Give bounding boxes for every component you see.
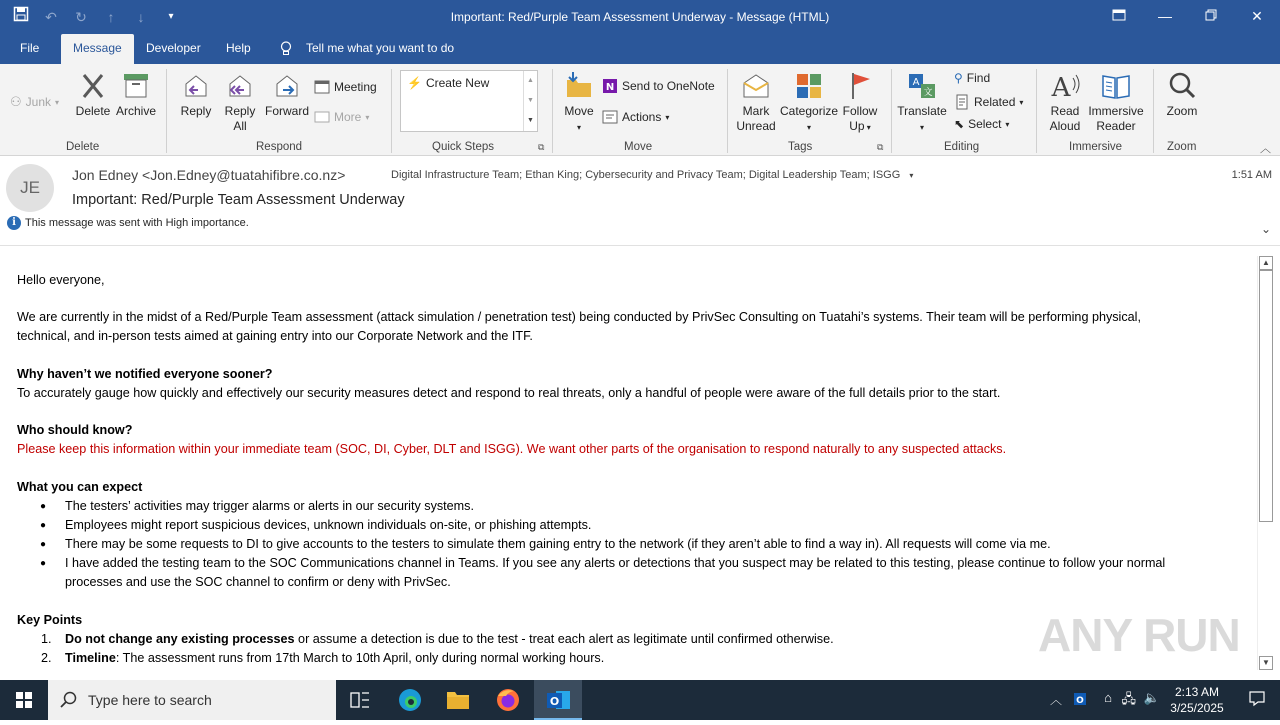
group-divider bbox=[727, 69, 728, 153]
svg-text:A: A bbox=[912, 77, 920, 88]
quick-steps-scroll[interactable] bbox=[523, 71, 537, 131]
tab-message[interactable]: Message bbox=[61, 34, 134, 64]
list-number: 2. bbox=[41, 651, 52, 665]
move-button[interactable]: Move ▾ bbox=[560, 70, 598, 135]
bullet-dot: ● bbox=[40, 558, 47, 569]
reply-button[interactable]: Reply bbox=[177, 70, 215, 119]
reply-icon bbox=[180, 70, 212, 102]
previous-item-icon[interactable]: ↑ bbox=[107, 9, 115, 25]
windows-logo-icon bbox=[0, 680, 48, 720]
scroll-up-arrow-icon[interactable]: ▲ bbox=[1259, 256, 1273, 270]
ribbon bbox=[0, 64, 1280, 156]
translate-button[interactable]: A 文 Translate ▾ bbox=[896, 70, 948, 135]
svg-text:A: A bbox=[1051, 73, 1071, 102]
move-folder-icon bbox=[563, 70, 595, 102]
tab-file[interactable]: File bbox=[20, 41, 40, 55]
group-divider bbox=[166, 69, 167, 153]
recipients-list: Digital Infrastructure Team; Ethan King; Cybersecurity and Privacy Team; Digital Leadership Team; ISGG bbox=[391, 169, 901, 181]
expand-gallery-icon[interactable]: ▼ bbox=[527, 117, 534, 124]
meeting-icon bbox=[314, 79, 330, 95]
group-label-delete: Delete bbox=[66, 141, 100, 153]
watermark: ANY RUN bbox=[1038, 609, 1240, 661]
mark-unread-icon bbox=[740, 70, 772, 102]
recipients-expand-icon[interactable]: ▾ bbox=[909, 171, 914, 180]
group-label-immersive: Immersive bbox=[1069, 141, 1123, 153]
tell-me-search[interactable]: Tell me what you want to do bbox=[306, 41, 455, 55]
reply-all-button[interactable]: Reply All bbox=[220, 70, 260, 134]
title-bar bbox=[0, 0, 1280, 34]
ribbon-display-options-icon[interactable] bbox=[1096, 0, 1142, 34]
forward-icon bbox=[271, 70, 303, 102]
archive-button[interactable]: Archive bbox=[114, 70, 158, 119]
group-label-respond: Respond bbox=[256, 141, 303, 153]
immersive-reader-icon bbox=[1100, 70, 1132, 102]
edge-app[interactable] bbox=[386, 680, 434, 720]
list-item-continuation: processes and use the SOC channel to confirm or deny with PrivSec. bbox=[65, 575, 451, 589]
importance-infobar bbox=[7, 216, 249, 230]
group-divider bbox=[552, 69, 553, 153]
quick-steps-launcher-icon[interactable]: ⧉ bbox=[538, 142, 545, 152]
edge-icon bbox=[386, 680, 434, 720]
translate-icon bbox=[906, 70, 938, 102]
archive-icon bbox=[120, 70, 152, 102]
list-item: I have added the testing team to the SOC Communications channel in Teams. If you see any alerts or detections that you suspect may be related to this testing, please continue to follow your normal bbox=[65, 556, 1166, 570]
actions-icon bbox=[602, 109, 618, 125]
svg-text:O: O bbox=[549, 695, 560, 708]
info-icon: i bbox=[7, 216, 21, 230]
select-button[interactable]: ⬉ Select ▾ bbox=[954, 117, 1010, 131]
scroll-down-icon[interactable]: ▼ bbox=[527, 97, 534, 104]
search-icon bbox=[60, 691, 78, 709]
read-aloud-button[interactable]: A Read Aloud bbox=[1044, 70, 1086, 134]
svg-text:文: 文 bbox=[923, 88, 933, 98]
quick-steps-gallery[interactable] bbox=[400, 70, 538, 132]
follow-up-button[interactable]: Follow Up ▾ bbox=[840, 70, 880, 135]
tab-help[interactable]: Help bbox=[226, 41, 251, 55]
heading-key-points: Key Points bbox=[17, 613, 83, 627]
paragraph-who-should-know: Please keep this information within your immediate team (SOC, DI, Cyber, DLT and ISGG). We want other parts of the organisation to respond naturally to any suspected attacks. bbox=[17, 442, 1007, 456]
taskbar-search[interactable] bbox=[48, 680, 336, 720]
folder-icon bbox=[434, 680, 482, 720]
menu-bar bbox=[0, 34, 1280, 64]
group-label-move: Move bbox=[624, 141, 653, 153]
group-divider bbox=[1036, 69, 1037, 153]
onenote-icon bbox=[602, 78, 618, 94]
taskbar bbox=[0, 680, 1280, 720]
svg-text:O: O bbox=[1076, 696, 1084, 706]
bullet-dot: ● bbox=[40, 539, 47, 550]
firefox-app[interactable] bbox=[484, 680, 532, 720]
notifications-icon[interactable] bbox=[1248, 689, 1266, 710]
tags-launcher-icon[interactable]: ⧉ bbox=[877, 142, 884, 152]
clock[interactable] bbox=[1162, 684, 1232, 716]
group-divider bbox=[891, 69, 892, 153]
heading-who-should-know: Who should know? bbox=[17, 423, 133, 437]
junk-button[interactable]: ⚇ Junk ▾ bbox=[10, 94, 60, 109]
zoom-button[interactable]: Zoom bbox=[1162, 70, 1202, 119]
key-point-2: Timeline: The assessment runs from 17th March to 10th April, only during normal working hours. bbox=[65, 651, 605, 665]
tab-developer[interactable]: Developer bbox=[146, 41, 201, 55]
forward-button[interactable]: Forward bbox=[264, 70, 310, 119]
outlook-icon bbox=[534, 680, 582, 720]
avatar[interactable]: JE bbox=[6, 164, 54, 212]
group-label-quick-steps: Quick Steps bbox=[432, 141, 494, 153]
message-header bbox=[0, 156, 1280, 246]
read-aloud-icon bbox=[1049, 70, 1081, 102]
actions-button[interactable]: Actions ▾ bbox=[602, 109, 669, 125]
list-number: 1. bbox=[41, 632, 52, 646]
group-divider bbox=[391, 69, 392, 153]
categorize-icon bbox=[793, 70, 825, 102]
customize-qat-icon[interactable]: ▾ bbox=[168, 11, 174, 22]
outlook-tray-icon[interactable] bbox=[1072, 691, 1088, 710]
delete-button[interactable]: Delete bbox=[74, 70, 112, 119]
paragraph-notified: To accurately gauge how quickly and effectively our security measures detect and respond to real threats, only a handful of people were aware of the full details prior to the start. bbox=[17, 386, 1001, 400]
mark-unread-button[interactable]: Mark Unread bbox=[734, 70, 778, 134]
clock-date: 3/25/2025 bbox=[1170, 701, 1224, 715]
task-view-icon bbox=[336, 680, 384, 720]
greeting: Hello everyone, bbox=[17, 273, 105, 287]
list-item: There may be some requests to DI to give accounts to the testers to simulate them gaining entry to the network (if they aren’t able to find a way in). All requests will come via me. bbox=[65, 537, 1051, 551]
related-icon bbox=[954, 94, 970, 110]
sender[interactable]: Jon Edney <Jon.Edney@tuatahifibre.co.nz> bbox=[72, 167, 346, 183]
quick-step-create-new[interactable]: ⚡ Create New bbox=[407, 76, 490, 90]
sent-time: 1:51 AM bbox=[1231, 169, 1272, 181]
importance-note: This message was sent with High importance. bbox=[25, 217, 249, 229]
maximize-icon[interactable] bbox=[1188, 0, 1234, 34]
find-icon: ⚲ bbox=[954, 71, 963, 85]
group-label-zoom: Zoom bbox=[1167, 141, 1197, 153]
group-label-tags: Tags bbox=[788, 141, 813, 153]
undo-icon[interactable]: ↶ bbox=[45, 9, 57, 25]
group-label-editing: Editing bbox=[944, 141, 980, 153]
junk-icon: ⚇ bbox=[10, 94, 22, 109]
lightning-icon: ⚡ bbox=[407, 76, 422, 90]
meeting-button[interactable]: Meeting bbox=[314, 79, 377, 95]
delete-icon bbox=[77, 70, 109, 102]
svg-text:N: N bbox=[605, 82, 615, 93]
redo-icon[interactable]: ↻ bbox=[75, 9, 87, 25]
body-scrollbar[interactable] bbox=[1257, 256, 1273, 670]
file-explorer-app[interactable] bbox=[434, 680, 482, 720]
show-hidden-icons-icon[interactable]: ︿ bbox=[1049, 693, 1062, 707]
network-icon[interactable]: 🖧 bbox=[1121, 691, 1136, 706]
collapse-ribbon-icon[interactable]: ︿ bbox=[1260, 143, 1271, 155]
volume-icon[interactable]: 🔈 bbox=[1143, 690, 1160, 705]
firefox-icon bbox=[484, 680, 532, 720]
recipients[interactable] bbox=[391, 169, 913, 181]
intro-line-2: technical, and in-person tests aimed at gaining entry into our Corporate Network and the ITF. bbox=[17, 329, 533, 343]
message-subject: Important: Red/Purple Team Assessment Underway bbox=[72, 192, 405, 208]
next-item-icon[interactable]: ↓ bbox=[137, 9, 145, 25]
intro-line-1: We are currently in the midst of a Red/Purple Team assessment (attack simulation / penetration test) being conducted by PrivSec Consulting on Tuatahi’s systems. Their team will be performing physical, bbox=[17, 310, 1141, 324]
heading-expect: What you can expect bbox=[17, 480, 143, 494]
lightbulb-icon bbox=[280, 41, 292, 59]
window-title: Important: Red/Purple Team Assessment Underway - Message (HTML) bbox=[450, 10, 830, 24]
window-controls bbox=[1096, 0, 1280, 34]
search-placeholder: Type here to search bbox=[88, 692, 212, 708]
list-item: Employees might report suspicious devices, unknown individuals on-site, or phishing attempts. bbox=[65, 518, 592, 532]
reply-all-icon bbox=[224, 70, 256, 102]
related-button[interactable]: Related ▾ bbox=[954, 94, 1023, 110]
list-item: The testers’ activities may trigger alarms or alerts in our security systems. bbox=[65, 499, 474, 513]
zoom-icon bbox=[1166, 70, 1198, 102]
group-divider bbox=[1153, 69, 1154, 153]
key-point-1: Do not change any existing processes or assume a detection is due to the test - treat each alert as legitimate until confirmed otherwise. bbox=[65, 632, 834, 646]
immersive-reader-button[interactable]: Immersive Reader bbox=[1087, 70, 1145, 134]
meet-now-icon[interactable]: ⌂ bbox=[1104, 690, 1112, 705]
scroll-up-icon[interactable]: ▲ bbox=[527, 77, 534, 84]
expand-header-icon[interactable]: ⌄ bbox=[1260, 222, 1271, 236]
outlook-app[interactable] bbox=[534, 680, 582, 720]
task-view-button[interactable] bbox=[336, 680, 384, 720]
more-respond-button[interactable]: More ▾ bbox=[314, 109, 369, 125]
send-to-onenote-button[interactable]: N Send to OneNote bbox=[602, 78, 715, 94]
more-icon bbox=[314, 109, 330, 125]
select-cursor-icon: ⬉ bbox=[954, 117, 965, 131]
heading-notified: Why haven’t we notified everyone sooner? bbox=[17, 367, 273, 381]
find-button[interactable]: ⚲ Find bbox=[954, 71, 991, 85]
bullet-dot: ● bbox=[40, 520, 47, 531]
flag-icon bbox=[844, 70, 876, 102]
scroll-thumb[interactable] bbox=[1259, 270, 1273, 522]
categorize-button[interactable]: Categorize ▾ bbox=[780, 70, 838, 135]
start-button[interactable] bbox=[0, 680, 48, 720]
scroll-down-arrow-icon[interactable]: ▼ bbox=[1259, 656, 1273, 670]
bullet-dot: ● bbox=[40, 501, 47, 512]
minimize-icon[interactable]: — bbox=[1158, 8, 1172, 24]
clock-time: 2:13 AM bbox=[1174, 685, 1220, 699]
close-icon[interactable]: ✕ bbox=[1251, 8, 1263, 24]
